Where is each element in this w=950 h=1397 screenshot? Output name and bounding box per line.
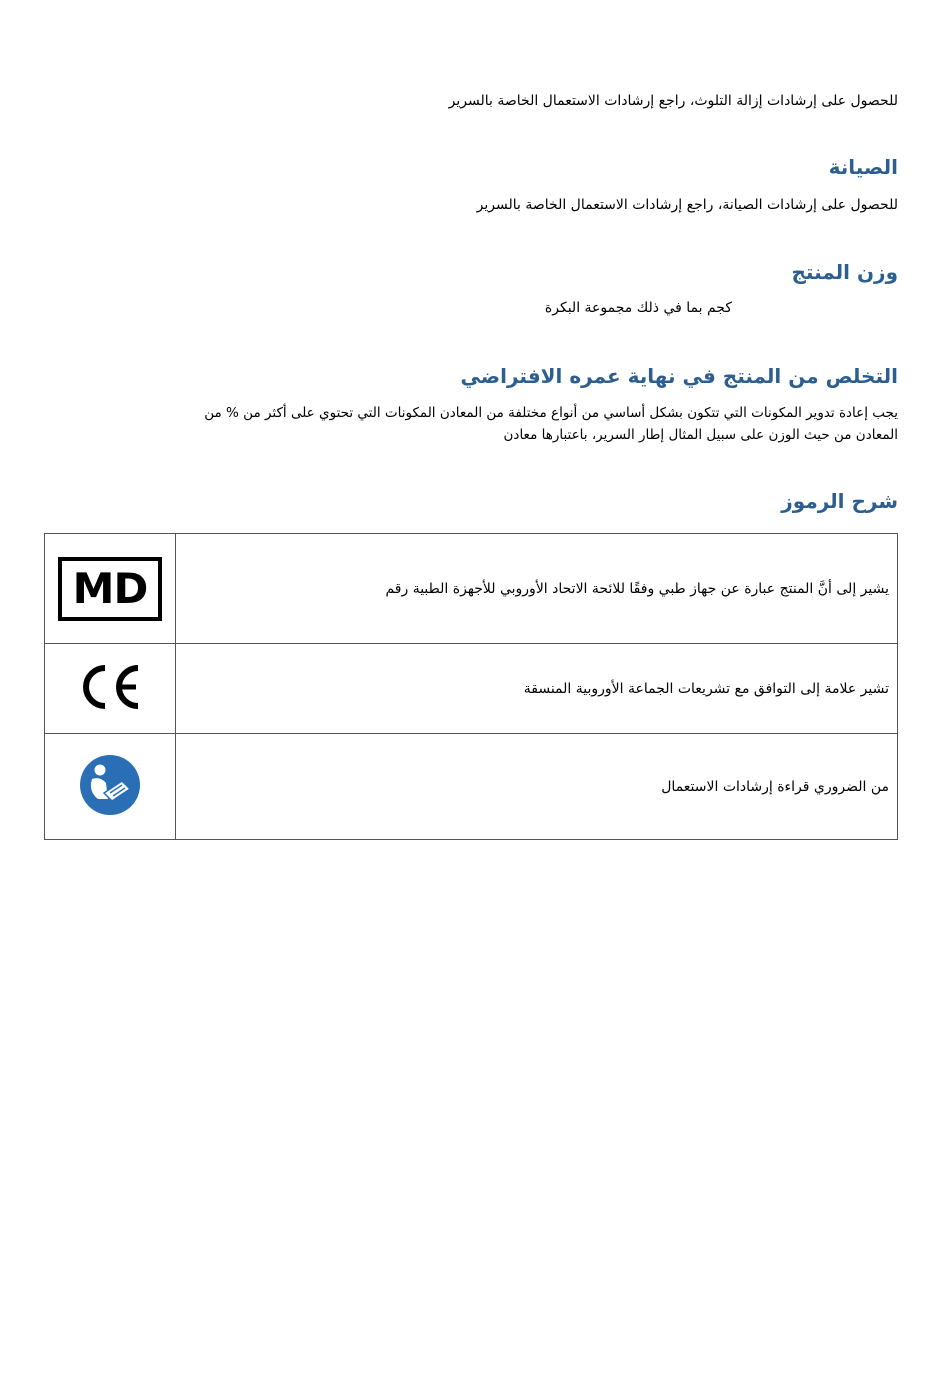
table-row <box>45 644 898 734</box>
ce-icon <box>75 662 145 712</box>
weight-heading: وزن المنتج <box>791 260 898 284</box>
weight-text: كجم بما في ذلك مجموعة البكرة <box>544 300 732 316</box>
symbol-cell <box>45 734 176 840</box>
maintenance-heading: الصيانة <box>828 155 898 179</box>
symbols-heading: شرح الرموز <box>781 489 898 513</box>
symbol-description: تشير علامة إلى التوافق مع تشريعات الجماعة الأوروبية المنسقة <box>176 644 898 734</box>
symbol-description: من الضروري قراءة إرشادات الاستعمال <box>176 734 898 840</box>
decontamination-text: للحصول على إرشادات إزالة التلوث، راجع إرشادات الاستعمال الخاصة بالسرير <box>448 93 898 109</box>
disposal-text-line-2: المعادن من حيث الوزن على سبيل المثال إطار السرير، باعتبارها معادن <box>503 427 898 443</box>
disposal-text-line-1: يجب إعادة تدوير المكونات التي تتكون بشكل أساسي من أنواع مختلفة من المعادن المكونات التي تحتوي على أكثر من % من <box>204 405 898 421</box>
table-row <box>45 534 898 644</box>
page <box>44 0 898 1397</box>
maintenance-text: للحصول على إرشادات الصيانة، راجع إرشادات الاستعمال الخاصة بالسرير <box>476 197 898 213</box>
symbol-cell <box>45 644 176 734</box>
read-instructions-icon <box>78 753 142 817</box>
table-row <box>45 734 898 840</box>
disposal-heading: التخلص من المنتج في نهاية عمره الافتراضي <box>460 364 898 388</box>
md-icon: MD <box>58 557 162 621</box>
symbol-cell <box>45 534 176 644</box>
symbols-table <box>44 533 898 840</box>
symbol-description: يشير إلى أنَّ المنتج عبارة عن جهاز طبي وفقًا للائحة الاتحاد الأوروبي للأجهزة الطبية رقم <box>176 534 898 644</box>
